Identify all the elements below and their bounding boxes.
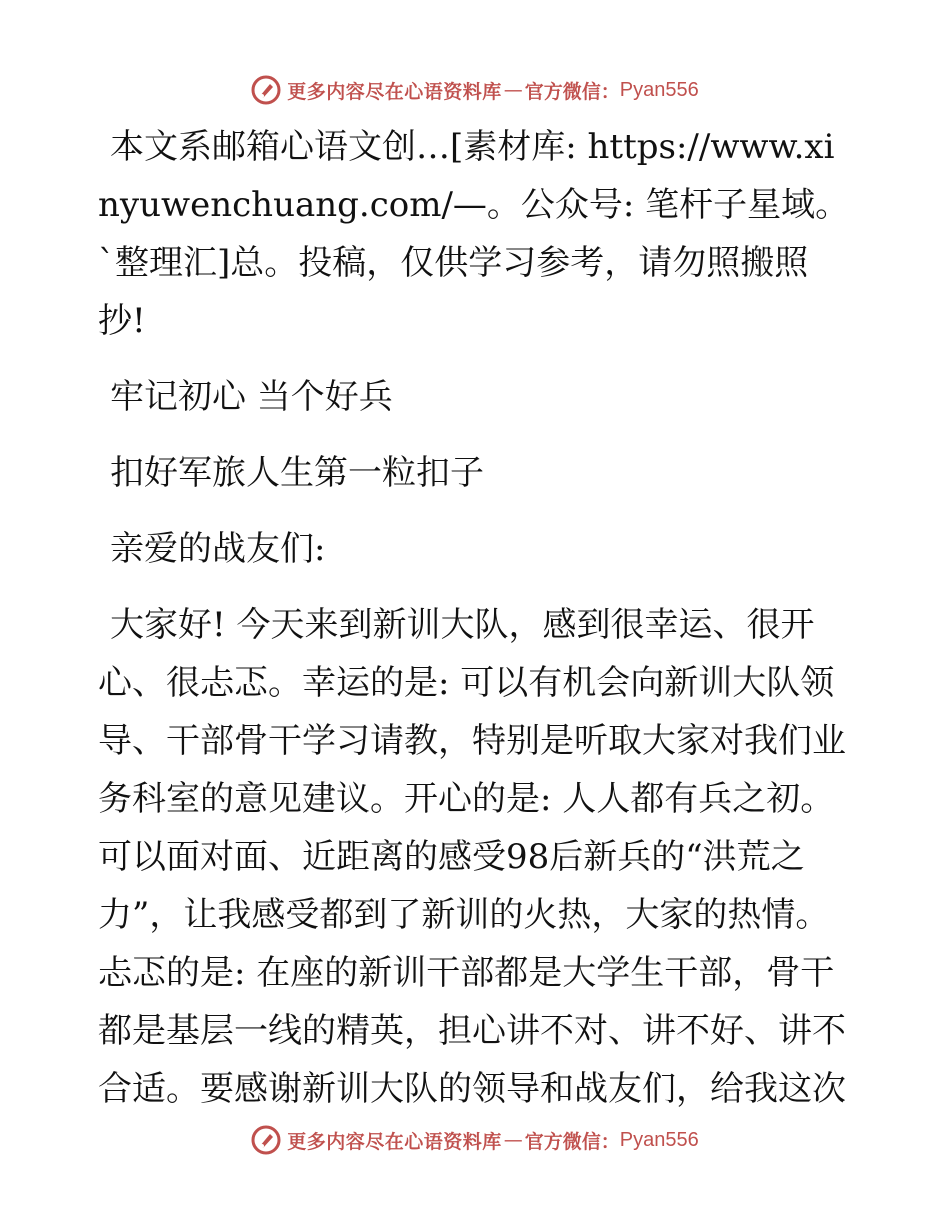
document-subtitle: 扣好军旅人生第一粒扣子 bbox=[110, 453, 484, 493]
pen-nib-logo-icon bbox=[251, 75, 281, 105]
document-body bbox=[98, 118, 850, 1136]
header-banner bbox=[0, 70, 950, 110]
salutation: 亲爱的战友们: bbox=[110, 529, 326, 569]
banner-text: 更多内容尽在心语资料库 bbox=[287, 80, 502, 103]
banner-wechat-id: Pyan556 bbox=[619, 78, 699, 101]
banner-label: 官方微信： bbox=[524, 80, 620, 103]
intro-paragraph: 本文系邮箱心语文创…[素材库: https://www.xinyuwenchuang.com/—。公众号: 笔杆子星域。`整理汇]总。投稿，仅供学习参考，请勿照搬照抄! bbox=[98, 127, 850, 341]
banner-separator: — bbox=[503, 79, 523, 101]
banner-separator: — bbox=[503, 1129, 523, 1151]
pen-nib-logo-icon bbox=[251, 1125, 281, 1155]
footer-banner bbox=[0, 1120, 950, 1160]
banner-label: 官方微信： bbox=[524, 1130, 620, 1153]
banner-text: 更多内容尽在心语资料库 bbox=[287, 1130, 502, 1153]
document-title: 牢记初心 当个好兵 bbox=[110, 377, 393, 417]
banner-wechat-id: Pyan556 bbox=[619, 1128, 699, 1151]
body-paragraph: 大家好! 今天来到新训大队，感到很幸运、很开心、很忐忑。幸运的是: 可以有机会向新训大队领导、干部骨干学习请教，特别是听取大家对我们业务科室的意见建议。开心的是: 人人都有兵之初。可以面对面、近距离的感受98后新兵的“洪荒之力”，让我感受都到了新训的火热，大家的热情。忐忑的是: 在座的新训干部都是大学生干部，骨干都是基层一线的精英，担心讲不对、讲不好、讲不合适。要感谢新训大队的领导和战友们，给我这次 bbox=[98, 605, 846, 1109]
